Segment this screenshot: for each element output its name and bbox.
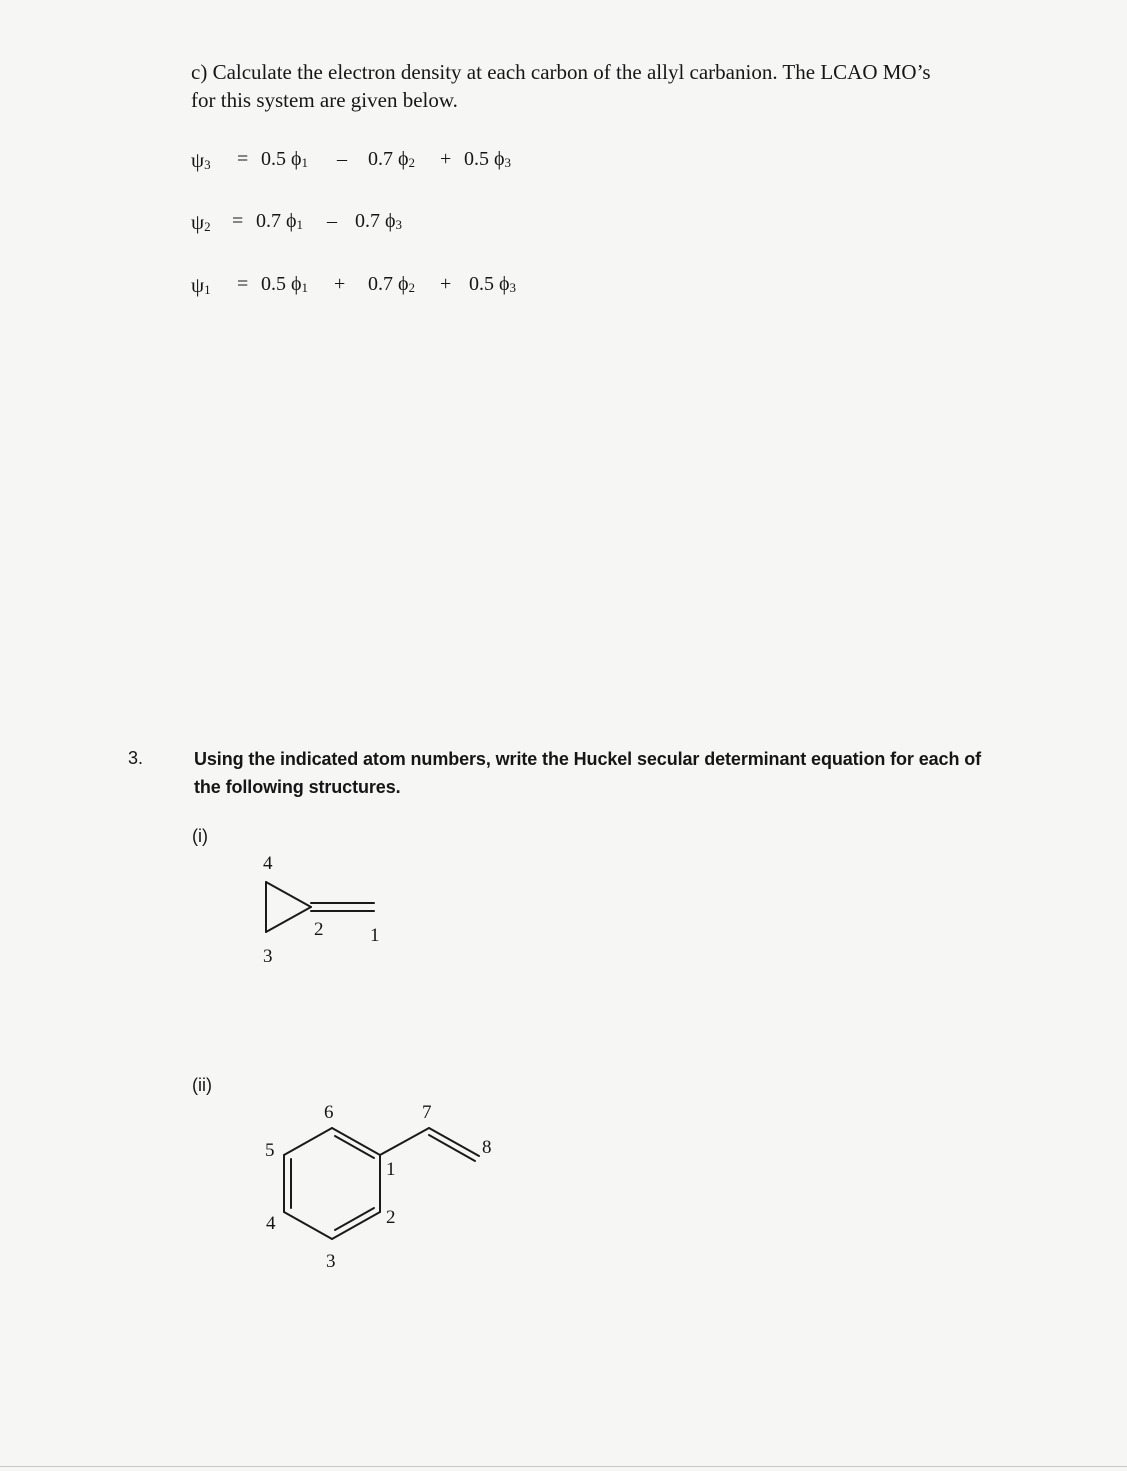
psi3-term2: 0.7 ϕ2	[368, 148, 416, 170]
question-3-line1: Using the indicated atom numbers, write the Huckel secular determinant equation for each of	[194, 749, 982, 769]
psi1-term1: 0.5 ϕ1	[261, 273, 309, 295]
bond-7-8-inner	[429, 1135, 475, 1161]
question-3-number: 3.	[128, 748, 144, 768]
atom-label-4: 4	[263, 853, 273, 874]
psi2-sign2: –	[327, 210, 337, 232]
structure-i-label: (i)	[192, 826, 208, 846]
psi1-term2: 0.7 ϕ2	[368, 273, 416, 295]
psi3-term3: 0.5 ϕ3	[464, 148, 512, 170]
question-2c-line2: for this system are given below.	[191, 88, 458, 112]
psi1-equals: =	[237, 273, 249, 295]
psi3-sign2: –	[337, 148, 347, 170]
psi2-term2: 0.7 ϕ3	[355, 210, 403, 232]
bond-6-1	[332, 1128, 380, 1155]
psi2-term1: 0.7 ϕ1	[256, 210, 304, 232]
question-3-text	[194, 745, 1014, 801]
scan-bottom-edge	[0, 1466, 1127, 1467]
atom-label-1: 1	[386, 1159, 396, 1180]
psi2-equals: =	[232, 210, 244, 232]
psi1-sign3: +	[440, 273, 452, 295]
atom-label-3: 3	[326, 1251, 336, 1272]
atom-label-2: 2	[314, 919, 324, 940]
question-2c-text	[191, 58, 1011, 114]
atom-label-1: 1	[370, 925, 380, 946]
psi1-term3: 0.5 ϕ3	[469, 273, 517, 295]
bond-7-8	[429, 1128, 479, 1156]
bond-2-3	[332, 1212, 380, 1239]
atom-label-6: 6	[324, 1102, 334, 1123]
atom-label-2: 2	[386, 1207, 396, 1228]
psi3-equals: =	[237, 148, 249, 170]
question-2c-line1: c) Calculate the electron density at each carbon of the allyl carbanion. The LCAO MO’s	[191, 60, 931, 84]
psi3-symbol: ψ3	[191, 148, 211, 172]
bond-6-1-inner	[335, 1136, 374, 1158]
bond-5-6	[284, 1128, 332, 1155]
psi2-symbol: ψ2	[191, 210, 211, 234]
atom-label-7: 7	[422, 1102, 432, 1123]
structure-i-diagram	[240, 850, 400, 970]
structure-ii-label: (ii)	[192, 1075, 212, 1095]
bond-3-2	[266, 907, 311, 932]
psi1-sign2: +	[334, 273, 346, 295]
bond-1-7	[380, 1128, 429, 1155]
psi3-term1: 0.5 ϕ1	[261, 148, 309, 170]
structure-ii-diagram	[250, 1095, 510, 1280]
bond-3-4	[284, 1212, 332, 1239]
psi3-sign3: +	[440, 148, 452, 170]
atom-label-5: 5	[265, 1140, 275, 1161]
atom-label-8: 8	[482, 1137, 492, 1158]
bond-4-2	[266, 882, 311, 907]
question-3-line2: the following structures.	[194, 777, 401, 797]
psi1-symbol: ψ1	[191, 273, 211, 297]
atom-label-4: 4	[266, 1213, 276, 1234]
atom-label-3: 3	[263, 946, 273, 967]
